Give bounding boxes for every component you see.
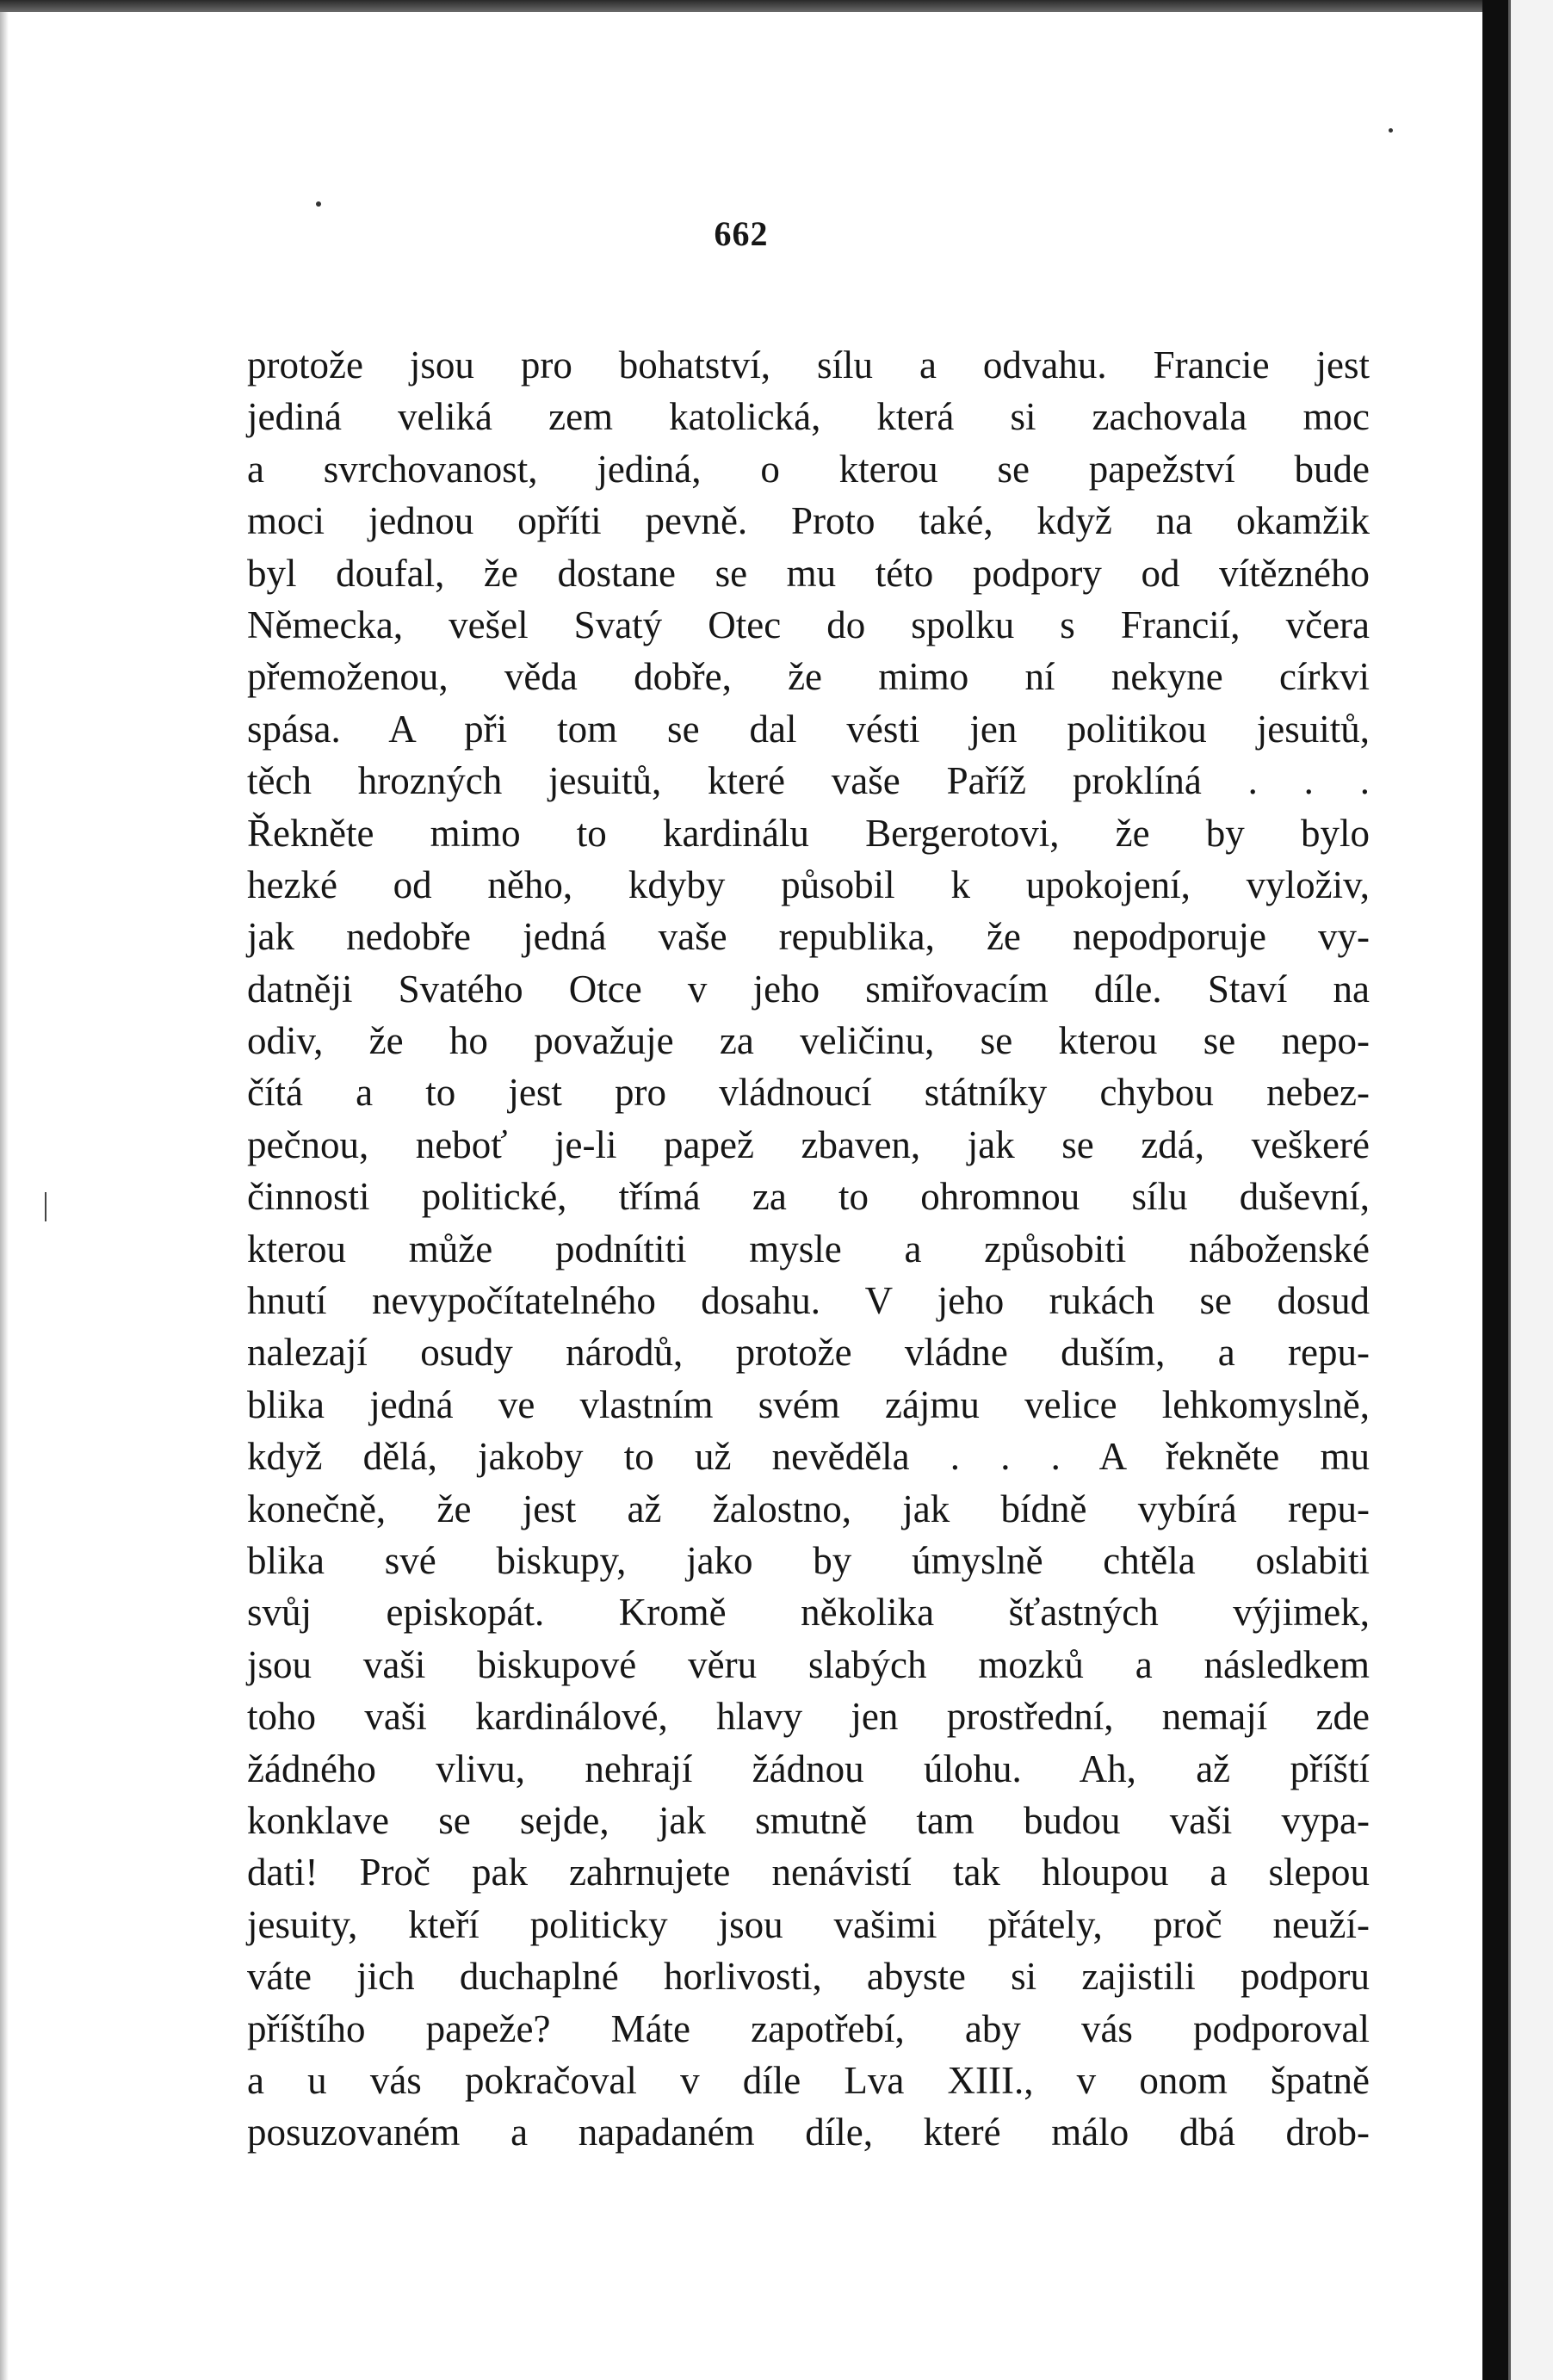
text-line: váte jich duchaplné horlivosti, abyste si zajistili podporu: [247, 1955, 1370, 1999]
text-line: a u vás pokračoval v díle Lva XIII., v onom špatně: [247, 2058, 1370, 2102]
text-line: Německa, vešel Svatý Otec do spolku s Francií, včera: [247, 603, 1370, 646]
text-line: jak nedobře jedná vaše republika, že nepodporuje vy-: [247, 915, 1370, 959]
text-line: datněji Svatého Otce v jeho smiřovacím díle. Staví na: [247, 967, 1370, 1011]
text-line: jediná veliká zem katolická, která si zachovala moc: [247, 395, 1370, 439]
margin-pencil-mark: [45, 1192, 46, 1221]
text-line: jsou vaši biskupové věru slabých mozků a následkem: [247, 1642, 1370, 1686]
text-line: spása. A při tom se dal vésti jen politikou jesuitů,: [247, 707, 1370, 751]
text-line: činnosti politické, třímá za to ohromnou sílu duševní,: [247, 1175, 1370, 1219]
text-line: protože jsou pro bohatství, sílu a odvahu. Francie jest: [247, 343, 1370, 386]
page-number: 662: [714, 214, 769, 253]
text-line: hnutí nevypočítatelného dosahu. V jeho rukách se dosud: [247, 1279, 1370, 1323]
text-line: posuzovaném a napadaném díle, které málo dbá drob-: [247, 2111, 1370, 2154]
text-line: blika jedná ve vlastním svém zájmu velice lehkomyslně,: [247, 1382, 1370, 1426]
text-line: blika své biskupy, jako by úmyslně chtěla oslabiti: [247, 1538, 1370, 1582]
text-line: přemoženou, věda dobře, že mimo ní nekyne církvi: [247, 655, 1370, 699]
text-line: když dělá, jakoby to už nevěděla . . . A řekněte mu: [247, 1435, 1370, 1479]
scan-gutter-dark: [1482, 0, 1508, 2380]
text-line: dati! Proč pak zahrnujete nenávistí tak hloupou a slepou: [247, 1851, 1370, 1895]
text-line: toho vaši kardinálové, hlavy jen prostřední, nemají zde: [247, 1695, 1370, 1739]
scan-left-shadow: [0, 0, 9, 2380]
text-line: a svrchovanost, jediná, o kterou se papežství bude: [247, 447, 1370, 491]
body-text: [247, 339, 1370, 2159]
text-line: konklave se sejde, jak smutně tam budou vaši vypa-: [247, 1798, 1370, 1842]
text-line: moci jednou opříti pevně. Proto také, když na okamžik: [247, 499, 1370, 543]
text-line: byl doufal, že dostane se mu této podpory od vítězného: [247, 551, 1370, 595]
scan-gutter-next-page: [1508, 0, 1553, 2380]
text-line: Řekněte mimo to kardinálu Bergerotovi, že by bylo: [247, 811, 1370, 855]
text-line: hezké od něho, kdyby působil k upokojení, vyloživ,: [247, 862, 1370, 906]
text-line: nalezají osudy národů, protože vládne duším, a repu-: [247, 1331, 1370, 1375]
text-line: čítá a to jest pro vládnoucí státníky chybou nebez-: [247, 1071, 1370, 1115]
scan-speck: [316, 201, 321, 207]
text-line: těch hrozných jesuitů, které vaše Paříž proklíná . . .: [247, 759, 1370, 803]
text-line: svůj episkopát. Kromě několika šťastných výjimek,: [247, 1591, 1370, 1635]
scan-top-border: [0, 0, 1503, 12]
text-line: kterou může podnítiti mysle a způsobiti náboženské: [247, 1227, 1370, 1270]
text-line: konečně, že jest až žalostno, jak bídně vybírá repu-: [247, 1487, 1370, 1530]
text-line: jesuity, kteří politicky jsou vašimi přátely, proč neuží-: [247, 1902, 1370, 1946]
text-line: příštího papeže? Máte zapotřebí, aby vás podporoval: [247, 2006, 1370, 2050]
text-line: žádného vlivu, nehrají žádnou úlohu. Ah, až příští: [247, 1746, 1370, 1790]
text-line: pečnou, neboť je-li papež zbaven, jak se zdá, veškeré: [247, 1122, 1370, 1166]
text-line: odiv, že ho považuje za veličinu, se kterou se nepo-: [247, 1019, 1370, 1063]
scan-speck: [1389, 128, 1393, 133]
